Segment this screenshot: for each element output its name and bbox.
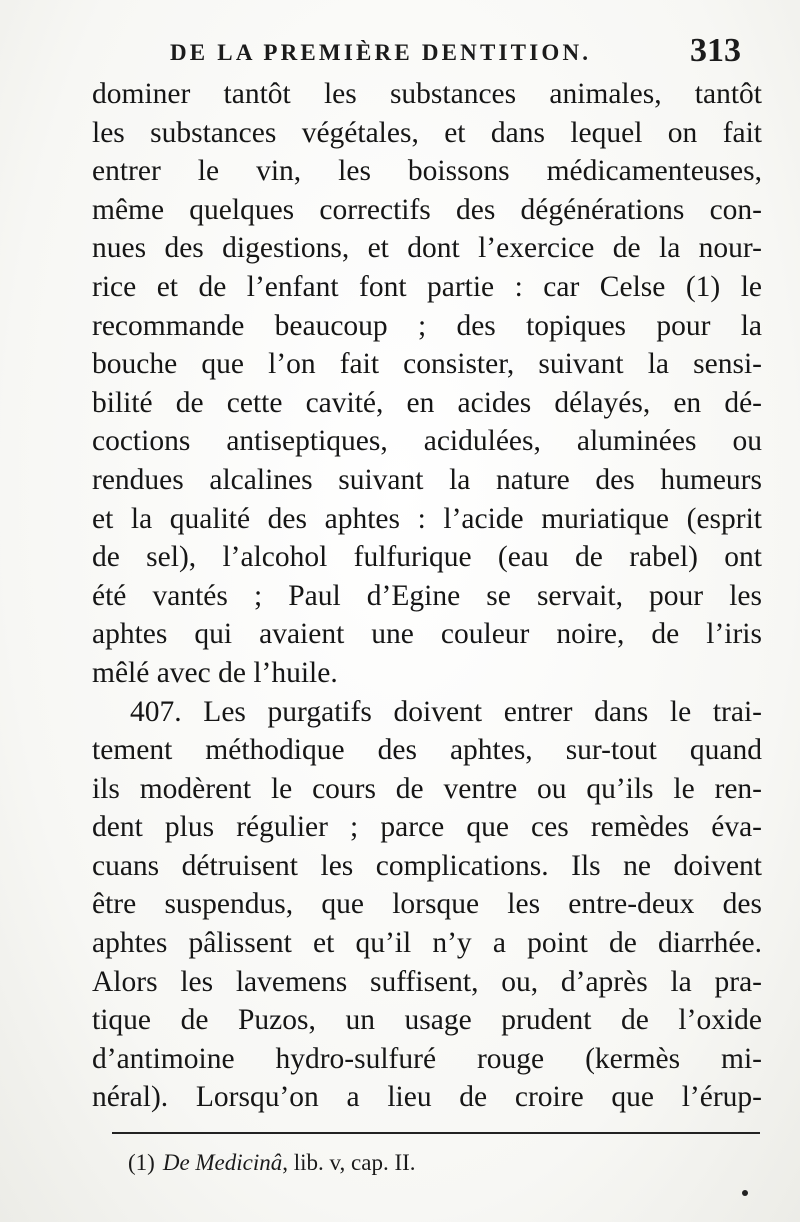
text-line: rice et de l’enfant font partie : car Celse (1) le [92, 270, 762, 303]
paragraph-end-line: mêlé avec de l’huile. [92, 656, 338, 689]
running-head [170, 30, 770, 80]
section-start-line: 407. Les purgatifs doivent entrer dans le trai- [130, 695, 762, 728]
footnote-reference: , lib. v, cap. II. [282, 1150, 416, 1175]
text-line: tement méthodique des aphtes, sur-tout quand [92, 734, 762, 767]
body-text [92, 75, 762, 1117]
text-line: d’antimoine hydro-sulfuré rouge (kermès mi- [92, 1042, 762, 1075]
footnote [128, 1150, 416, 1176]
text-line: rendues alcalines suivant la nature des humeurs [92, 463, 762, 496]
text-line: coctions antiseptiques, acidulées, aluminées ou [92, 425, 762, 458]
footnote-mark: (1) [128, 1150, 155, 1175]
ink-speck [742, 1190, 748, 1196]
text-line: néral). Lorsqu’on a lieu de croire que l’érup- [92, 1081, 762, 1114]
footnote-rule [112, 1132, 760, 1134]
text-line: de sel), l’alcohol fulfurique (eau de rabel) ont [92, 541, 762, 574]
footnote-source-title: De Medicinâ [162, 1150, 283, 1175]
text-line: entrer le vin, les boissons médicamenteuses, [92, 155, 762, 188]
text-line: été vantés ; Paul d’Egine se servait, pour les [92, 579, 762, 612]
page-number: 313 [690, 32, 741, 69]
text-line: cuans détruisent les complications. Ils ne doivent [92, 849, 762, 882]
text-line: et la qualité des aphtes : l’acide muriatique (esprit [92, 502, 762, 535]
text-line: ils modèrent le cours de ventre ou qu’ils le ren- [92, 772, 762, 805]
text-line: Alors les lavemens suffisent, ou, d’après la pra- [92, 965, 762, 998]
text-line: tique de Puzos, un usage prudent de l’oxide [92, 1004, 762, 1037]
text-line: bouche que l’on fait consister, suivant la sensi- [92, 348, 762, 381]
text-line: dent plus régulier ; parce que ces remèdes éva- [92, 811, 762, 844]
text-line: bilité de cette cavité, en acides délayés, en dé- [92, 386, 762, 419]
text-line: les substances végétales, et dans lequel on fait [92, 116, 762, 149]
text-line: même quelques correctifs des dégénérations con- [92, 193, 762, 226]
text-line: dominer tantôt les substances animales, tantôt [92, 78, 762, 110]
text-line: aphtes qui avaient une couleur noire, de l’iris [92, 618, 762, 651]
text-line: aphtes pâlissent et qu’il n’y a point de diarrhée. [92, 927, 762, 960]
text-line: recommande beaucoup ; des topiques pour la [92, 309, 762, 342]
text-line: être suspendus, que lorsque les entre-deux des [92, 888, 762, 921]
running-title: DE LA PREMIÈRE DENTITION. [170, 40, 592, 65]
text-line: nues des digestions, et dont l’exercice de la nour- [92, 232, 762, 265]
